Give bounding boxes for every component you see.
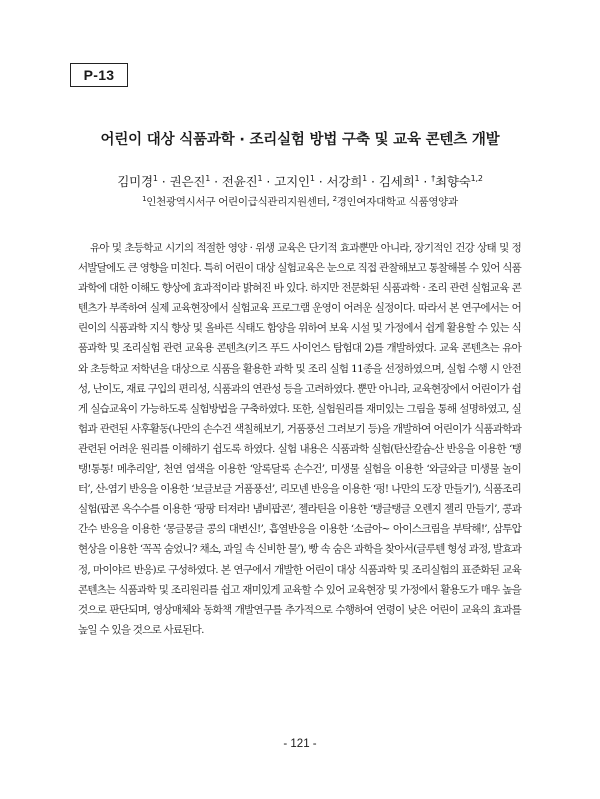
author-separator: · — [214, 174, 218, 189]
author — [117, 174, 158, 189]
affiliation-text: 경인여자대학교 식품영양과 — [336, 196, 458, 208]
author-affiliation-number: 1 — [414, 174, 420, 183]
author — [431, 174, 483, 189]
affiliation-text: 인천광역시서구 어린이급식관리지원센터, — [146, 196, 333, 208]
author — [327, 174, 368, 189]
author — [274, 174, 315, 189]
corresponding-author-marker: † — [431, 174, 435, 183]
author-affiliation-number: 1 — [362, 174, 368, 183]
author-name: 김세희 — [378, 174, 415, 189]
affiliation-line — [0, 194, 600, 209]
author-separator: · — [371, 174, 375, 189]
author-affiliation-number: 1,2 — [470, 174, 483, 183]
author-separator: · — [266, 174, 271, 189]
author-affiliation-number: 1 — [205, 174, 211, 183]
author-separator: · — [161, 174, 166, 189]
author-affiliation-number: 1 — [309, 174, 315, 183]
affiliation-number: 1 — [142, 195, 147, 203]
poster-code-badge — [70, 63, 128, 87]
author-name: 김미경 — [117, 174, 153, 189]
affiliation-number: 2 — [332, 195, 337, 203]
author — [170, 174, 211, 189]
author-separator: · — [318, 174, 323, 189]
author-name: 권은진 — [169, 174, 206, 189]
author-name: 서강희 — [326, 174, 363, 189]
author-name: 최향숙 — [434, 174, 471, 189]
paper-title: 어린이 대상 식품과학 · 조리실험 방법 구축 및 교육 콘텐츠 개발 — [100, 132, 500, 148]
poster-code: P-13 — [83, 67, 115, 83]
author-affiliation-number: 1 — [152, 174, 158, 183]
author-list — [0, 172, 600, 190]
author-affiliation-number: 1 — [257, 174, 263, 183]
author — [379, 174, 420, 189]
author — [222, 174, 263, 189]
author-name: 전윤진 — [221, 174, 258, 189]
page-number: - 121 - — [283, 738, 317, 750]
abstract-body: 유아 및 초등학교 시기의 적절한 영양 · 위생 교육은 단기적 효과뿐만 아니라, 장기적인 건강 상태 및 정서발달에도 큰 영향을 미친다. 특히 어린이 대상 실험교육은 눈으로 직접 관찰해보고 통찰해볼 수 있어 식품과학에 대한 이해도 향상에 효과적이라 밝혀진 바 있다. 하지만 전문화된 식품과학 · 조리 관련 실험교육 콘텐츠가 부족하여 실제 교육현장에서 실험교육 프로그램 운영이 어려운 실정이다. 따라서 본 연구에서는 어린이의 식품과학 지식 향상 및 올바른 식태도 함양을 위하여 보육 시설 및 가정에서 쉽게 활용할 수 있는 식품과학 및 조리실험 관련 교육용 콘텐츠(키즈 푸드 사이언스 탐험대 2)를 개발하였다. 교육 콘텐츠는 유아와 초등학교 저학년을 대상으로 식품을 활용한 과학 및 조리 실험 11종을 선정하였으며, 실험 수행 시 안전성, 난이도, 재료 구입의 편리성, 식품과의 연관성 등을 고려하였다. 뿐만 아니라, 교육현장에서 어린이가 쉽게 실습교육이 가능하도록 실험방법을 구축하였다. 또한, 실험원리를 재미있는 그림을 통해 설명하였고, 실험과 관련된 사후활동(나만의 손수건 색칠해보기, 거품풍선 그려보기 등)을 개발하여 어린이가 식품과학과 관련된 어려운 원리를 이해하기 쉽도록 하였다. 실험 내용은 식품과학 실험(탄산칼슘-산 반응을 이용한 ‘탱탱!통통! 메추리알’, 천연 염색을 이용한 ‘알록달록 손수건’, 미생물 실험을 이용한 ‘와글와글 미생물 놀이터’, 산-염기 반응을 이용한 ‘보글보글 거품풍선’, 리모넨 반응을 이용한 ‘펑! 나만의 도장 만들기’), 식품조리 실험(팝콘 옥수수를 이용한 ‘팡팡 터져라! 냄비팝콘’, 젤라틴을 이용한 ‘탱글탱글 오렌지 젤리 만들기’, 콩과 간수 반응을 이용한 ‘몽글몽글 콩의 대변신!’, 흡열반응을 이용한 ‘소금아~ 아이스크림을 부탁해!’, 삼투압 현상을 이용한 ‘꼭꼭 숨었니? 채소, 과일 속 신비한 물’), 빵 속 숨은 과학을 찾아서(글루텐 형성 과정, 발효과정, 마이야르 반응)로 구성하였다. 본 연구에서 개발한 어린이 대상 식품과학 및 조리실험의 표준화된 교육 콘텐츠는 식품과학 및 조리원리를 쉽고 재미있게 교육할 수 있어 교육현장 및 가정에서 활용도가 매우 높을 것으로 판단되며, 영상매체와 동화책 개발연구를 추가적으로 수행하여 연령이 낮은 어린이 교육의 효과를 높일 수 있을 것으로 사료된다. — [78, 242, 521, 636]
author-separator: · — [423, 174, 428, 189]
author-name: 고지인 — [274, 174, 310, 189]
